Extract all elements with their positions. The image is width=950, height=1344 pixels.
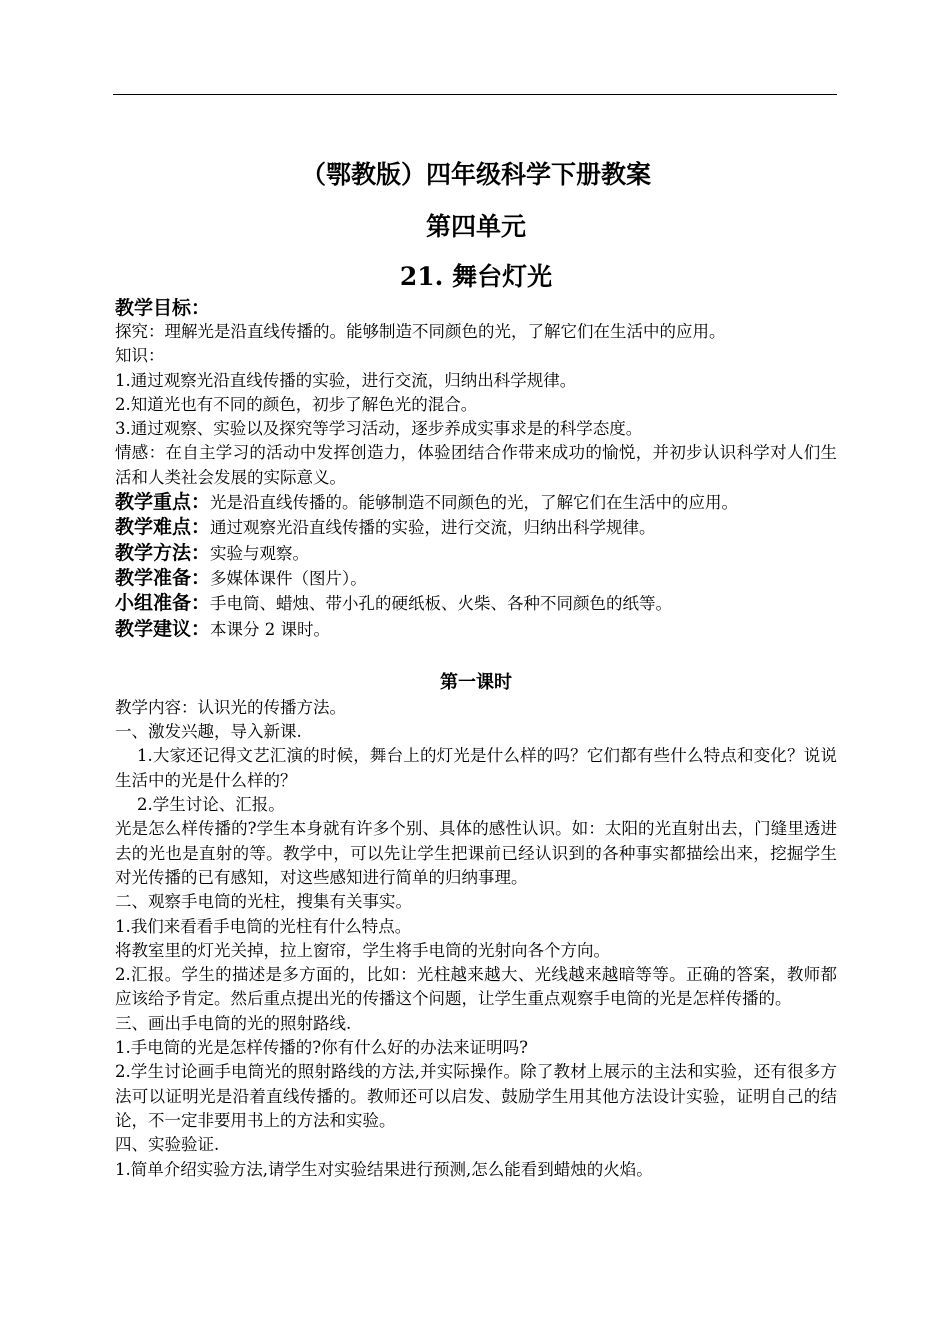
goals-label: 教学目标：: [115, 297, 211, 319]
group-line: [115, 591, 837, 616]
lesson1-content: 教学内容：认识光的传播方法。: [115, 697, 346, 717]
focus-line: [115, 490, 837, 515]
lesson1-s2-item1: 1.我们来看看手电筒的光柱有什么特点。: [115, 916, 412, 936]
goal-explore: 探究：理解光是沿直线传播的。能够制造不同颜色的光，了解它们在生活中的应用。: [115, 322, 726, 341]
goal-k3: 3.通过观察、实验以及探究等学习活动，逐步养成实事求是的科学态度。: [115, 419, 643, 439]
lesson1-section-4: 四、实验验证.: [115, 1135, 220, 1155]
goal-knowledge-label: 知识：: [115, 346, 165, 366]
goal-k2: 2.知道光也有不同的颜色，初步了解色光的混合。: [115, 394, 478, 414]
goal-k1: 1.通过观察光沿直线传播的实验，进行交流，归纳出科学规律。: [115, 370, 577, 390]
lesson1-s1-item1: 1.大家还记得文艺汇演的时候，舞台上的灯光是什么样的吗？它们都有些什么特点和变化？说说生活中的光是什么样的？: [115, 746, 837, 790]
prep-line: [115, 566, 837, 591]
lesson1-s4-item1: 1.简单介绍实验方法,请学生对实验结果进行预测,怎么能看到蜡烛的火焰。: [115, 1159, 653, 1179]
focus-label: 教学重点：: [115, 491, 211, 514]
lesson-title: 21. 舞台灯光: [399, 262, 553, 291]
lesson1-s1-item2: 2.学生讨论、汇报。: [137, 795, 285, 815]
difficulty-line: [115, 515, 837, 540]
prep-label: 教学准备：: [115, 566, 211, 589]
lesson1-s1-paragraph: 光是怎么样传播的?学生本身就有许多个别、具体的感性认识。如：太阳的光直射出去，门缝里透进去的光也是直射的等。教学中，可以先让学生把课前已经认识到的各种事实都描绘出来，挖掘学生对光传播的已有感知，对这些感知进行简单的归纳事理。: [115, 819, 837, 887]
group-label: 小组准备：: [115, 592, 211, 615]
focus-text: 光是沿直线传播的。能够制造不同颜色的光，了解它们在生活中的应用。: [210, 493, 739, 513]
lesson1-s2-paragraph: 将教室里的灯光关掉，拉上窗帘，学生将手电筒的光射向各个方向。: [115, 940, 610, 960]
lesson1-s3-item1: 1.手电筒的光是怎样传播的?你有什么好的办法来证明吗?: [115, 1038, 528, 1058]
lesson1-section-2: 二、观察手电筒的光柱，搜集有关事实。: [115, 892, 412, 912]
lesson1-section-3: 三、画出手电筒的光的照射路线.: [115, 1013, 352, 1033]
document-body: [115, 150, 837, 1182]
lesson1-s3-item2: 2.学生讨论画手电筒光的照射路线的方法,并实际操作。除了教材上展示的主法和实验，还有很多方法可以证明光是沿着直线传播的。教师还可以启发、鼓励学生用其他方法设计实验，证明自己的结论，不一定非要用书上的方法和实验。: [115, 1062, 837, 1130]
advice-label: 教学建议：: [115, 617, 211, 640]
lesson1-section-1: 一、激发兴趣，导入新课.: [115, 722, 302, 742]
advice-text: 本课分 2 课时。: [210, 619, 331, 639]
method-text: 实验与观察。: [210, 543, 310, 563]
group-text: 手电筒、蜡烛、带小孔的硬纸板、火柴、各种不同颜色的纸等。: [210, 594, 673, 614]
unit-title: 第四单元: [425, 212, 526, 241]
header-rule: [113, 94, 837, 95]
lesson1-s2-item2: 2.汇报。学生的描述是多方面的，比如：光柱越来越大、光线越来越暗等等。正确的答案，教师都应该给予肯定。然后重点提出光的传播这个问题，让学生重点观察手电筒的光是怎样传播的。: [115, 965, 837, 1009]
prep-text: 多媒体课件（图片）。: [210, 568, 367, 588]
document-title: （鄂教版）四年级科学下册教案: [300, 160, 651, 189]
method-line: [115, 541, 837, 566]
lesson1-heading: 第一课时: [440, 671, 512, 693]
goal-emotion: 情感：在自主学习的活动中发挥创造力，体验团结合作带来成功的愉悦，并初步认识科学对人们生活和人类社会发展的实际意义。: [115, 443, 837, 487]
method-label: 教学方法：: [115, 541, 211, 564]
advice-line: [115, 617, 837, 642]
difficulty-label: 教学难点：: [115, 516, 211, 539]
difficulty-text: 通过观察光沿直线传播的实验，进行交流，归纳出科学规律。: [210, 518, 656, 538]
